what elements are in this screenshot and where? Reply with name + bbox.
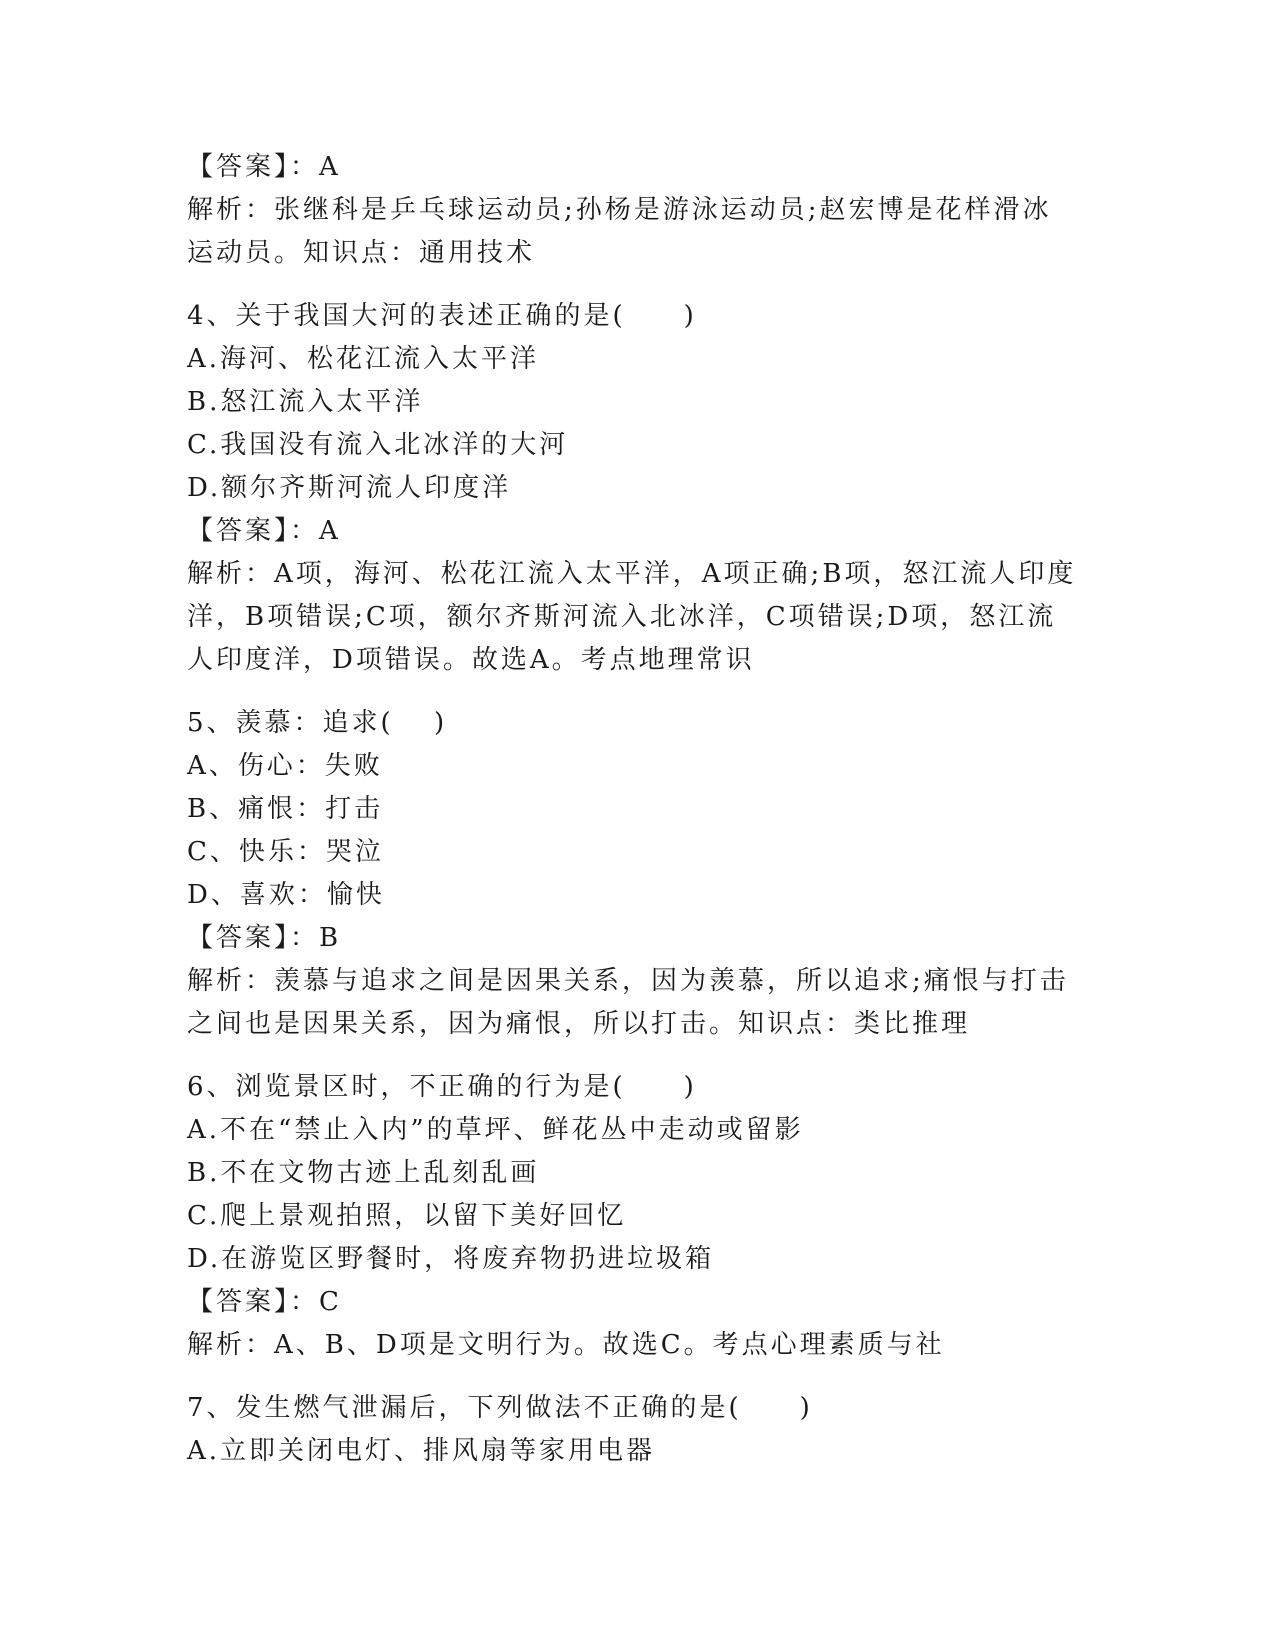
option-d: D.在游览区野餐时，将废弃物扔进垃圾箱 bbox=[187, 1244, 715, 1274]
option-d: D、喜欢：愉快 bbox=[187, 880, 385, 910]
option-a: A、伤心：失败 bbox=[187, 751, 383, 781]
explanation-line: 解析：张继科是乒乓球运动员;孙杨是游泳运动员;赵宏博是花样滑冰 bbox=[187, 195, 1052, 225]
option-b: B、痛恨：打击 bbox=[187, 794, 384, 824]
explanation-line: 人印度洋，D项错误。故选A。考点地理常识 bbox=[187, 645, 755, 675]
option-c: C、快乐：哭泣 bbox=[187, 837, 384, 867]
answer-block-3 bbox=[187, 146, 1087, 275]
option-a: A.不在“禁止入内”的草坪、鲜花丛中走动或留影 bbox=[187, 1115, 804, 1145]
question-4 bbox=[187, 295, 1087, 682]
option-a: A.立即关闭电灯、排风扇等家用电器 bbox=[187, 1436, 656, 1466]
answer-label: 【答案】：A bbox=[187, 152, 341, 182]
explanation-line: 解析：A、B、D项是文明行为。故选C。考点心理素质与社 bbox=[187, 1330, 945, 1360]
question-7 bbox=[187, 1387, 1087, 1473]
option-a: A.海河、松花江流入太平洋 bbox=[187, 344, 540, 374]
question-5 bbox=[187, 702, 1087, 1046]
question-stem: 6、浏览景区时，不正确的行为是( ) bbox=[187, 1072, 697, 1102]
answer-label: 【答案】：C bbox=[187, 1287, 342, 1317]
option-d: D.额尔齐斯河流人印度洋 bbox=[187, 473, 512, 503]
question-stem: 4、关于我国大河的表述正确的是( ) bbox=[187, 301, 697, 331]
option-b: B.不在文物古迹上乱刻乱画 bbox=[187, 1158, 540, 1188]
document-content bbox=[187, 146, 1087, 1473]
explanation-line: 解析：A项，海河、松花江流入太平洋，A项正确;B项，怒江流人印度 bbox=[187, 559, 1077, 589]
explanation-line: 之间也是因果关系，因为痛恨，所以打击。知识点：类比推理 bbox=[187, 1009, 971, 1039]
question-stem: 5、羡慕：追求( ) bbox=[187, 708, 448, 738]
explanation-line: 运动员。知识点：通用技术 bbox=[187, 238, 536, 268]
answer-label: 【答案】：A bbox=[187, 516, 341, 546]
explanation-line: 解析：羡慕与追求之间是因果关系，因为羡慕，所以追求;痛恨与打击 bbox=[187, 966, 1069, 996]
question-6 bbox=[187, 1066, 1087, 1367]
explanation-line: 洋，B项错误;C项，额尔齐斯河流入北冰洋，C项错误;D项，怒江流 bbox=[187, 602, 1057, 632]
option-c: C.爬上景观拍照，以留下美好回忆 bbox=[187, 1201, 627, 1231]
option-c: C.我国没有流入北冰洋的大河 bbox=[187, 430, 569, 460]
answer-label: 【答案】：B bbox=[187, 923, 342, 953]
question-stem: 7、发生燃气泄漏后，下列做法不正确的是( ) bbox=[187, 1393, 813, 1423]
option-b: B.怒江流入太平洋 bbox=[187, 387, 424, 417]
